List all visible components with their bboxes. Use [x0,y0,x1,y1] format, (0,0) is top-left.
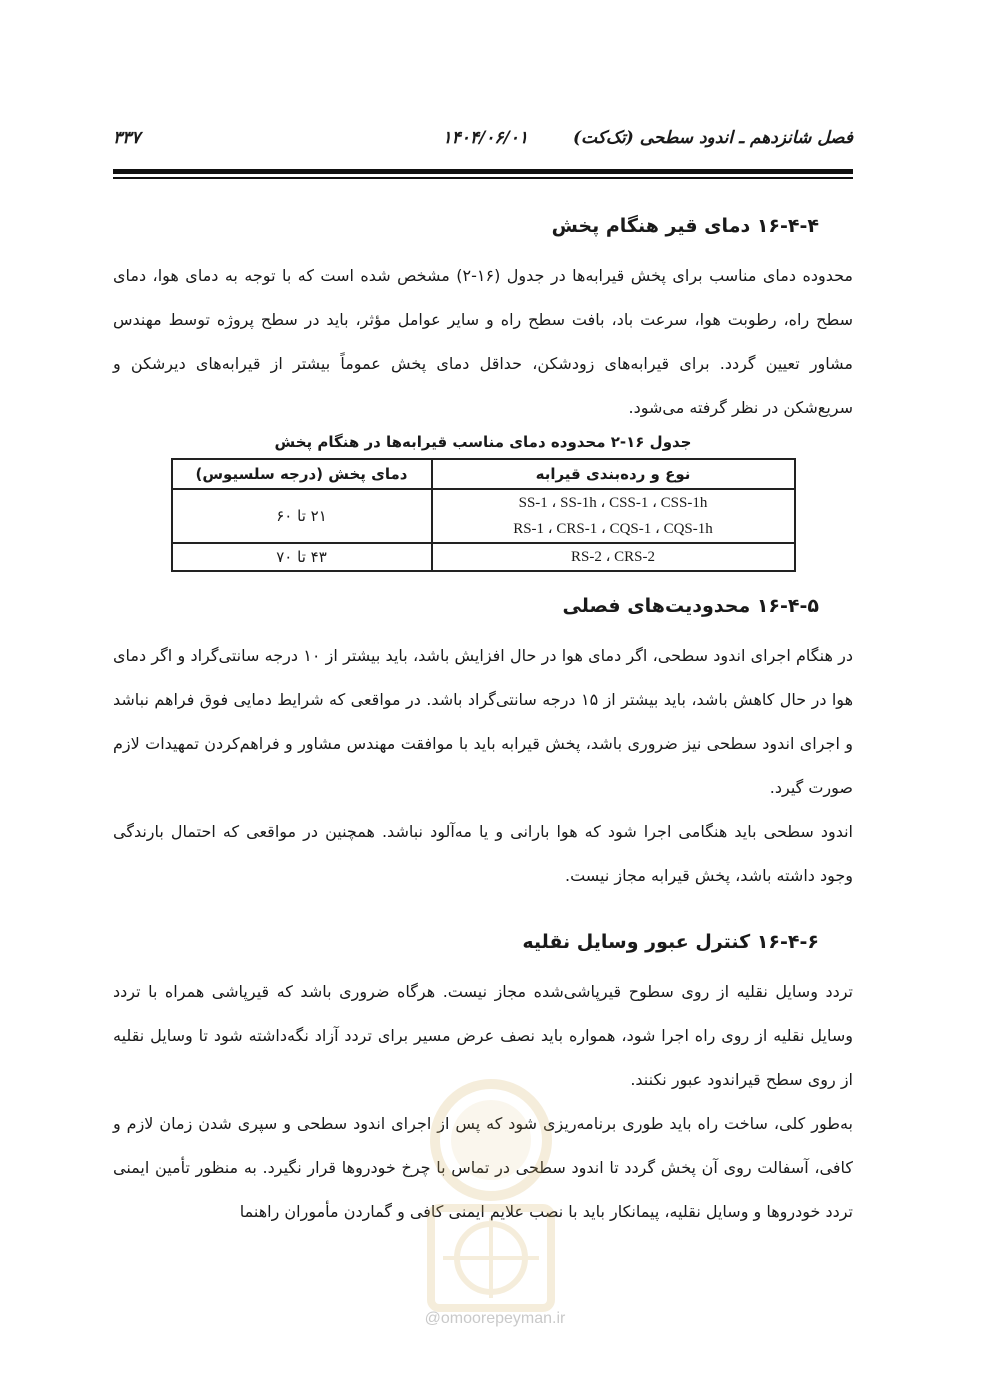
table-header-cell: دمای پخش (درجه سلسیوس) [172,459,432,489]
section-paragraph: محدوده دمای مناسب برای پخش قیرابه‌ها در جدول (۱۶-۲) مشخص شده است که با توجه به دمای هوا، دمای سطح راه، رطوبت هوا، سرعت باد، بافت سطح راه و سایر عوامل مؤثر، باید در سطح پروژه توسط مهندس مشاور تعیین گردد. برای قیرابه‌های زودشکن، حداقل دمای پخش عموماً بیشتر از قیرابه‌های دیرشکن و سریع‌شکن در نظر گرفته می‌شود. [113,266,853,417]
section-paragraph: به‌طور کلی، ساخت راه باید طوری برنامه‌ریزی شود که پس از اجرای اندود سطحی و سپری شدن زمان لازم و کافی، آسفالت روی آن پخش گردد تا اندود سطحی در تماس با چرخ خودروها قرار نگیرد. به منظور تأمین ایمنی تردد خودروها و وسایل نقلیه، پیمانکار باید با نصب علایم ایمنی کافی و گماردن مأموران راهنما [113,1114,853,1221]
table-header-row [172,459,795,489]
table-cell-type [432,489,795,543]
table-caption: جدول ۱۶-۲ محدوده دمای مناسب قیرابه‌ها در هنگام پخش [274,433,692,451]
table-header-cell: نوع و رده‌بندی قیرابه [432,459,795,489]
type-line: SS-1 ، SS-1h ، CSS-1 ، CSS-1h [518,495,708,511]
section-title-4-5: ۱۶-۴-۵ محدودیت‌های فصلی [562,595,819,617]
table-cell-temp: ۴۳ تا ۷۰ [172,543,432,571]
watermark-text: @omoorepeyman.ir [424,1310,566,1327]
section-title-4-4: ۱۶-۴-۴ دمای قیر هنگام پخش [551,215,819,237]
section-paragraph: در هنگام اجرای اندود سطحی، اگر دمای هوا در حال افزایش باشد، باید بیشتر از ۱۰ درجه سانتی‌گراد و اگر دمای هوا در حال کاهش باشد، باید بیشتر از ۱۵ درجه سانتی‌گراد باشد. در مواقعی که شرایط دمایی فوق فراهم نباشد و اجرای اندود سطحی نیز ضروری باشد، پخش قیرابه باید با موافقت مهندس مشاور و فراهم‌کردن تمهیدات لازم صورت گیرد. [113,646,854,797]
table-cell-temp: ۲۱ تا ۶۰ [172,489,432,543]
type-line: RS-1 ، CRS-1 ، CQS-1 ، CQS-1h [513,521,713,537]
page-content [113,206,853,1234]
page-number: ۳۳۷ [113,128,141,148]
type-line: RS-2 ، CRS-2 [570,549,656,565]
header-rule-thick [113,169,853,174]
section-title-4-6: ۱۶-۴-۶ کنترل عبور وسایل نقلیه [522,931,819,953]
header-rule-thin [113,177,853,179]
temperature-table [171,458,796,572]
section-paragraph: اندود سطحی باید هنگامی اجرا شود که هوا بارانی و یا مه‌آلود نباشد. همچنین در مواقعی که احتمال بارندگی وجود داشته باشد، پخش قیرابه مجاز نیست. [113,822,853,885]
table-cell-type [432,543,795,571]
table-row [172,543,795,571]
page-header [113,128,853,158]
header-date: ۱۴۰۴/۰۶/۰۱ [442,128,528,148]
section-paragraph: تردد وسایل نقلیه از روی سطوح قیرپاشی‌شده مجاز نیست. هرگاه ضروری باشد که قیرپاشی همراه با تردد وسایل نقلیه از روی راه اجرا شود، همواره باید نصف عرض مسیر برای تردد آزاد نگه‌داشته شود تا وسایل نقلیه از روی سطح قیراندود عبور نکنند. [113,982,853,1089]
table-row [172,489,795,543]
chapter-title: فصل شانزدهم ـ اندود سطحی (تک‌کت) [572,128,853,148]
